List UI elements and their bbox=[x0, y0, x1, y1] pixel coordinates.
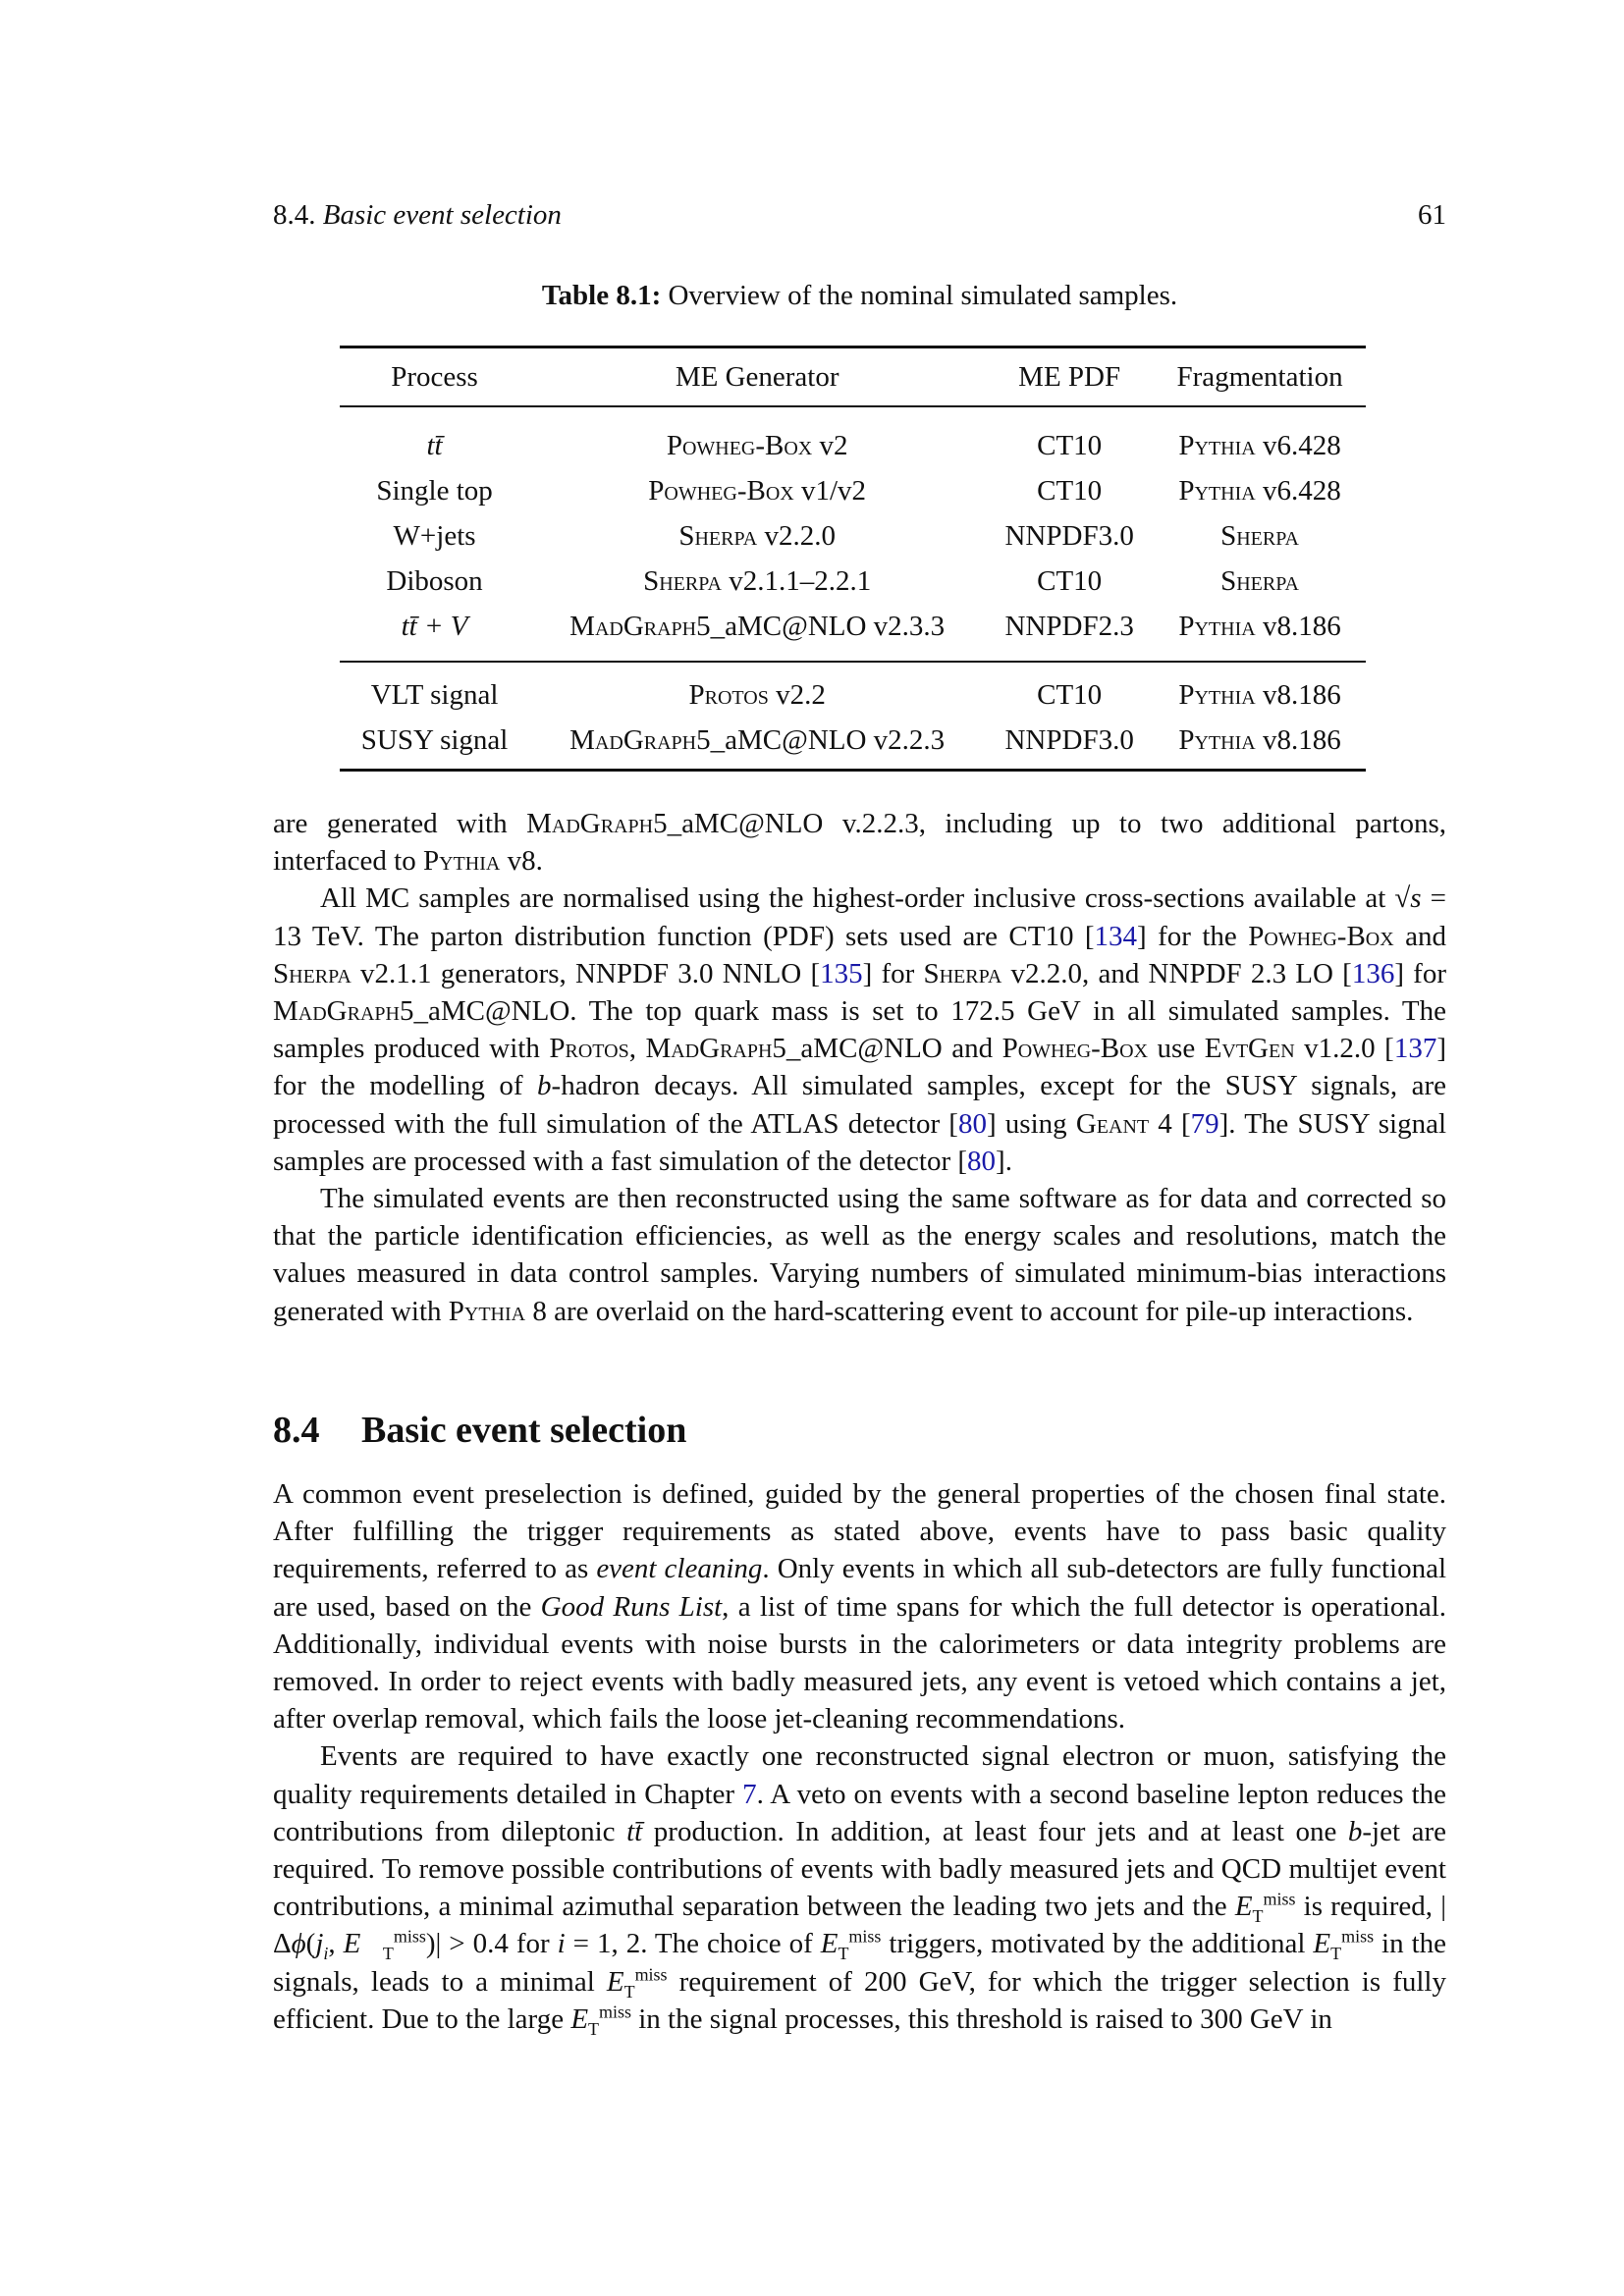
cell-generator: Protos v2.2 bbox=[688, 678, 826, 711]
cell-pdf: NNPDF3.0 bbox=[1004, 519, 1134, 552]
cell-fragmentation: Pythia v6.428 bbox=[1178, 474, 1341, 507]
cell-pdf: NNPDF3.0 bbox=[1004, 723, 1134, 756]
paragraph: are generated with MadGraph5_aMC@NLO v.2.2.3, including up to two additional partons, interfaced to Pythia v8. bbox=[273, 808, 1446, 878]
table-caption-text: Overview of the nominal simulated samples. bbox=[668, 280, 1178, 311]
table-row bbox=[340, 662, 1366, 718]
table-caption bbox=[273, 280, 1446, 312]
paragraph: All MC samples are normalised using the highest-order inclusive cross-sections available at √s = 13 TeV. The parton distribution function (PDF) sets used are CT10 [134] for the Powheg-Box and Sherpa v2.1.1 generators, NNPDF 3.0 NNLO [135] for Sherpa v2.2.0, and NNPDF 2.3 LO [136] for MadGraph5_aMC@NLO. The top quark mass is set to 172.5 GeV in all simulated samples. The samples produced with Protos, MadGraph5_aMC@NLO and Powheg-Box use EvtGen v1.2.0 [137] for the modelling of b-hadron decays. All simulated samples, except for the SUSY signals, are processed with the full simulation of the ATLAS detector [80] using Geant 4 [79]. The SUSY signal samples are processed with a fast simulation of the detector [80]. bbox=[273, 882, 1447, 1177]
citation-link[interactable]: 80 bbox=[967, 1145, 997, 1177]
section-heading bbox=[273, 1409, 686, 1452]
table-row bbox=[340, 468, 1366, 513]
paragraph: Events are required to have exactly one reconstructed signal electron or muon, satisfying the quality requirements detailed in Chapter 7. A veto on events with a second baseline lepton reduces the contributions from dileptonic tt̄ production. In addition, at least four jets and at least one b-jet are required. To remove possible contributions of events with badly measured jets and QCD multijet event contributions, a minimal azimuthal separation between the leading two jets and the $E_T^{miss}$ is required, $|\Delta\phi(j_i$, $E⃗_T^{miss})| > 0.4$ for i = 1, 2. The choice of $E_T^{miss}$ triggers, motivated by the additional $E_T^{miss}$ in the signals, leads to a minimal $E_T^{miss}$ requirement of 200 GeV, for which the trigger selection is fully efficient. Due to the large $E_T^{miss}$ in the signal processes, this threshold is raised to 300 GeV in bbox=[273, 1740, 1447, 2039]
cell-generator: MadGraph5_aMC@NLO v2.3.3 bbox=[569, 610, 946, 642]
cell-process: VLT signal bbox=[370, 678, 499, 711]
cell-pdf: CT10 bbox=[1037, 429, 1103, 461]
col-header-process: Process bbox=[391, 360, 478, 393]
cell-generator: Sherpa v2.1.1–2.2.1 bbox=[643, 564, 872, 597]
cell-fragmentation: Pythia v8.186 bbox=[1178, 723, 1341, 756]
cell-fragmentation: Sherpa bbox=[1220, 564, 1299, 597]
table-caption-label: Table 8.1: bbox=[541, 280, 662, 311]
table-row bbox=[340, 559, 1366, 604]
citation-link[interactable]: 137 bbox=[1393, 1033, 1437, 1065]
section-title: Basic event selection bbox=[361, 1410, 687, 1451]
running-head bbox=[273, 199, 1446, 232]
citation-link[interactable]: 136 bbox=[1351, 957, 1395, 989]
citation-link[interactable]: 134 bbox=[1094, 920, 1138, 952]
cell-generator: MadGraph5_aMC@NLO v2.2.3 bbox=[569, 723, 946, 756]
cell-fragmentation: Sherpa bbox=[1220, 519, 1299, 552]
col-header-generator: ME Generator bbox=[675, 360, 839, 393]
samples-text bbox=[273, 805, 1446, 1330]
paragraph: A common event preselection is defined, guided by the general properties of the chosen final state. After fulfilling the trigger requirements as stated above, events have to pass basic quality requirements, referred to as event cleaning. Only events in which all sub-detectors are fully functional are used, based on the Good Runs List, a list of time spans for which the full detector is operational. Additionally, individual events with noise bursts in the calorimeters or data integrity problems are removed. In order to reject events with badly measured jets, any event is vetoed which contains a jet, after overlap removal, which fails the loose jet-cleaning recommendations. bbox=[273, 1478, 1446, 1735]
cell-generator: Sherpa v2.2.0 bbox=[678, 519, 836, 552]
background-samples bbox=[340, 406, 1366, 662]
document-page bbox=[273, 0, 1446, 2296]
cell-pdf: CT10 bbox=[1037, 564, 1103, 597]
cell-pdf: CT10 bbox=[1037, 678, 1103, 711]
cell-pdf: CT10 bbox=[1037, 474, 1103, 507]
samples-table bbox=[340, 346, 1366, 772]
chapter-link[interactable]: 7 bbox=[742, 1778, 757, 1810]
table-row bbox=[340, 604, 1366, 662]
paragraph: The simulated events are then reconstructed using the same software as for data and corrected so that the particle identification efficiencies, as well as the energy scales and resolutions, match the values measured in data control samples. Varying numbers of simulated minimum-bias interactions generated with Pythia 8 are overlaid on the hard-scattering event to account for pile-up interactions. bbox=[273, 1183, 1446, 1327]
cell-process: tt̄ bbox=[426, 429, 443, 461]
cell-process: Single top bbox=[376, 474, 493, 507]
citation-link[interactable]: 79 bbox=[1190, 1107, 1219, 1140]
cell-generator: Powheg-Box v2 bbox=[666, 429, 848, 461]
col-header-fragmentation: Fragmentation bbox=[1176, 360, 1343, 393]
cell-fragmentation: Pythia v8.186 bbox=[1178, 610, 1341, 642]
citation-link[interactable]: 80 bbox=[957, 1107, 987, 1140]
table-row bbox=[340, 406, 1366, 468]
signal-samples bbox=[340, 662, 1366, 771]
table-row bbox=[340, 513, 1366, 559]
section-number: 8.4 bbox=[273, 1410, 320, 1451]
page-number: 61 bbox=[1418, 199, 1446, 231]
cell-pdf: NNPDF2.3 bbox=[1004, 610, 1134, 642]
running-head-section: 8.4. Basic event selection bbox=[273, 199, 562, 231]
col-header-pdf: ME PDF bbox=[1018, 360, 1121, 393]
cell-process: tt̄ + V bbox=[401, 610, 468, 642]
cell-fragmentation: Pythia v8.186 bbox=[1178, 678, 1341, 711]
cell-process: W+jets bbox=[393, 519, 476, 552]
citation-link[interactable]: 135 bbox=[820, 957, 863, 989]
cell-generator: Powheg-Box v1/v2 bbox=[648, 474, 867, 507]
selection-text bbox=[273, 1475, 1446, 2038]
table-header-row bbox=[340, 347, 1366, 407]
table-row bbox=[340, 718, 1366, 771]
cell-process: SUSY signal bbox=[360, 723, 509, 756]
cell-fragmentation: Pythia v6.428 bbox=[1178, 429, 1341, 461]
cell-process: Diboson bbox=[386, 564, 483, 597]
